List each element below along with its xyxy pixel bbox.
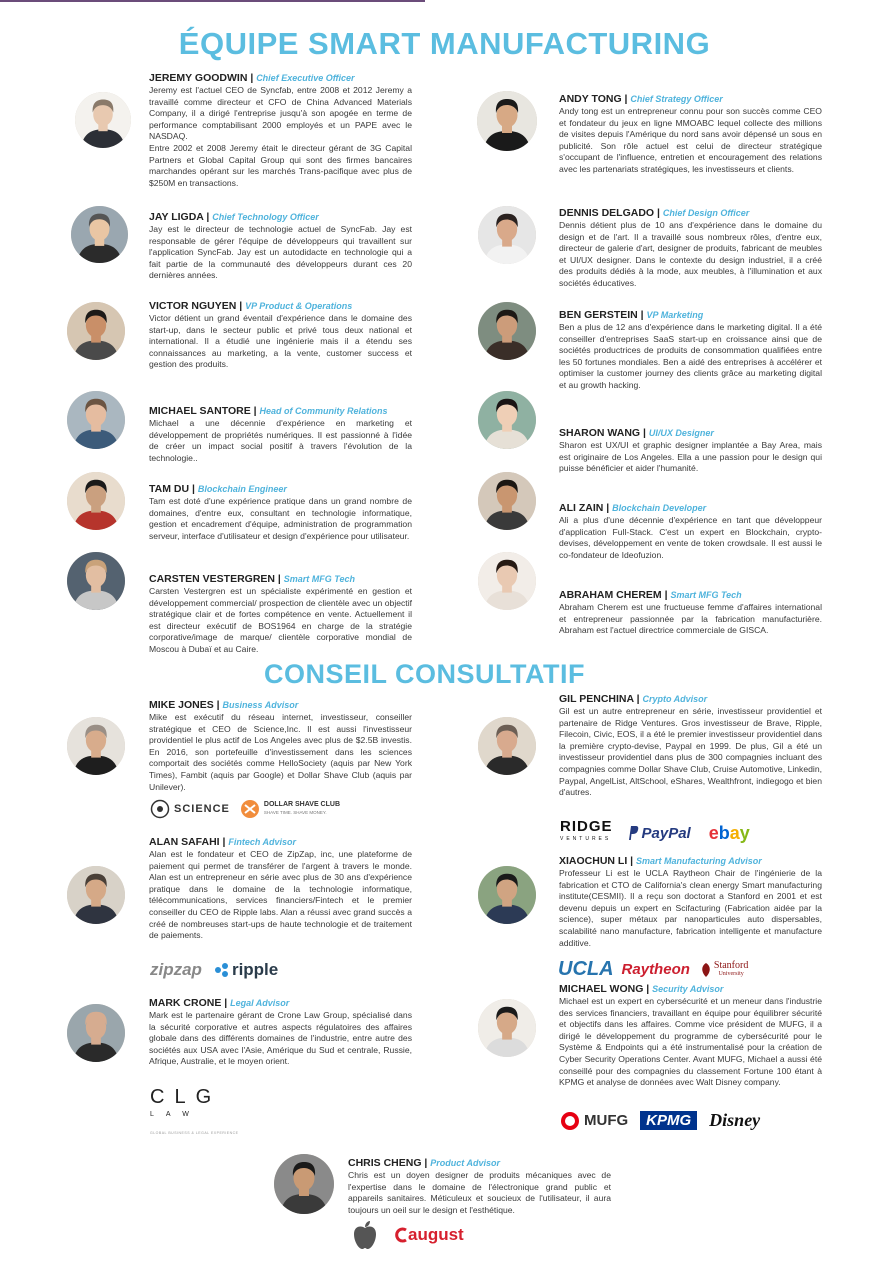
member-bio — [559, 440, 822, 475]
raytheon-logo: Raytheon — [621, 961, 690, 978]
member-bio — [559, 220, 822, 290]
member-role: Blockchain Developer — [612, 503, 707, 513]
bio-paragraph: Ben a plus de 12 ans d'expérience dans le marketing digital. Il a été conseiller d'entreprises SaaS start-up en croissance ainsi que de sociétés productrices de produits de consommation qualifiées entre les 50 fortunes mondiales. Ben a aidé des entreprises à accélérer et optimiser la customer journey des clients grâce au marketing digital et au growth hacking. — [559, 322, 822, 390]
mike-jones-logos — [150, 799, 340, 819]
bio-paragraph: Victor détient un grand éventail d'expérience dans le domaine des start-up, dans le secteur public et privé tous deux national et international. Il a étudié une ingénierie mais il a étendu ses connaissances au marketing, a la vente, customer success et gestion des produits. — [149, 313, 412, 370]
bio-paragraph: Mark est le partenaire gérant de Crone Law Group, spécialisé dans la sécurité corporative et autres aspects régulatoires des affaires globale dans des différents domaines de l'industrie, entre autre des sociétés aux USA avec l'Asie, Amérique du Sud et centrale, Russie, Afrique, Australie, et le moyen orient. — [149, 1010, 412, 1067]
member-bio — [348, 1170, 611, 1216]
member-bio — [149, 224, 412, 282]
member-role: Chief Technology Officer — [212, 212, 319, 222]
member-role: Blockchain Engineer — [197, 484, 287, 494]
member-bio — [149, 496, 412, 542]
member-bio — [149, 586, 412, 656]
member-bio — [559, 602, 822, 637]
avatar — [478, 206, 536, 264]
avatar — [478, 552, 536, 610]
avatar — [67, 472, 125, 530]
separator: | — [627, 855, 637, 867]
avatar — [67, 391, 125, 449]
member-name: JAY LIGDA — [149, 211, 204, 223]
member-heading — [149, 836, 412, 849]
member-bio — [559, 515, 822, 561]
kpmg-logo: KPMG — [640, 1111, 697, 1130]
member-name: DENNIS DELGADO — [559, 207, 655, 219]
member-text — [149, 699, 412, 793]
team-section-title: ÉQUIPE SMART MANUFACTURING — [178, 26, 711, 61]
member-bio — [559, 706, 822, 799]
member-text — [559, 855, 822, 949]
dollar-shave-club-logo: DOLLAR SHAVE CLUB SHAVE TIME. SHAVE MONEY. — [240, 799, 340, 819]
apple-icon — [352, 1220, 378, 1250]
member-bio — [559, 868, 822, 949]
bio-paragraph: Abraham Cherem est une fructueuse femme d'affaires international et entrepreneur passionnée par la fabrication manufacturière. Abraham est l'actuel directrice commerciale de GISCA. — [559, 602, 822, 636]
member-bio — [149, 85, 412, 189]
avatar — [478, 717, 536, 775]
avatar — [67, 1004, 125, 1062]
member-name: GIL PENCHINA — [559, 693, 634, 705]
member-heading — [149, 211, 412, 224]
member-name: ALI ZAIN — [559, 502, 604, 514]
member-name: MICHAEL WONG — [559, 983, 644, 995]
member-heading — [149, 300, 412, 313]
bio-paragraph: Chris est un doyen designer de produits mécaniques avec de l'expertise dans le domaine de l'électronique grand public et appareils sanitaires. Méticuleux et soucieux de l'utilisateur, il aura toujours un oeil sur le design et l'esthétique. — [348, 1170, 611, 1215]
chris-cheng-logos — [352, 1220, 464, 1250]
mufg-icon — [560, 1111, 580, 1131]
bio-paragraph: Gil est un autre entrepreneur en série, investisseur providentiel et partenaire de Ridge Ventures. Gros investisseur de Brave, Ripple, Filecoin, Civic, EOS, il a été le premier investisseur providentiel dans la première crypto-devise, Paypal en 1999. De plus, Gil a été un investisseur providentiel dans plus de 300 compagnies incluant des compagnies comme Dollar Shave Club, Cruise Automotive, Linkedin, Paypal, AngelList, AltSchool, eShares, Wealthfront, indiegogo et bien d'autres. — [559, 706, 822, 798]
separator: | — [603, 502, 613, 514]
member-role: Chief Design Officer — [662, 208, 750, 218]
bio-paragraph: Alan est le fondateur et CEO de ZipZap, inc, une plateforme de paiement qui permet de transférer de l'argent à travers le monde. Alan est un entrepreneur en série avec plus de 30 ans d'expérience pratique dans le domaine de la technologie informatique, télécommunications, services financiers/Fintech et le premier conseiller du CEO de Ripple labs. Alan a réussi avec grand succès a créé de nombreuses start-ups de haute technologie et de traitement de paiements. — [149, 849, 412, 941]
bio-paragraph: Andy tong est un entrepreneur connu pour son succès comme CEO et fondateur du jeux en ligne MMOABC lequel collecte des millions de visites depuis l'Amérique du nord sans avoir dépensé un sous en publicité. Son rôle actuel est celui de directeur stratégique s'occupant de l'influence, entretien et encouragement des relations avec les partenariats stratégiques, les investisseurs et clients. — [559, 106, 822, 174]
member-text — [348, 1157, 611, 1216]
member-name: CHRIS CHENG — [348, 1157, 422, 1169]
member-text — [149, 405, 412, 464]
separator: | — [654, 207, 663, 219]
member-role: Product Advisor — [430, 1158, 500, 1168]
avatar — [67, 302, 125, 360]
member-text — [559, 589, 822, 637]
separator: | — [421, 1157, 431, 1169]
member-heading — [559, 693, 822, 706]
bio-paragraph: Entre 2002 et 2008 Jeremy était le directeur gérant de 3G Capital Partners et Global Capital Group qui sont des firmes bancaires marchandes opérant sur les marchés Trans-pacifique avec plus de $250M en transactions. — [149, 142, 412, 188]
member-heading — [559, 983, 822, 996]
michael-wong-logos — [560, 1110, 760, 1131]
bio-paragraph: Tam est doté d'une expérience pratique dans un grand nombre de domaines, d'entre eux, consultant en technologie informatique, gestion et encadrement d'équipe, administration de programmation serveur, interface d'utilisateur et design d'expérience pour utilisateur. — [149, 496, 412, 541]
member-name: CARSTEN VESTERGREN — [149, 573, 276, 585]
avatar — [478, 302, 536, 360]
avatar — [67, 717, 125, 775]
member-name: SHARON WANG — [559, 427, 641, 439]
member-role: Chief Executive Officer — [256, 73, 355, 83]
member-bio — [559, 106, 822, 176]
separator: | — [247, 72, 257, 84]
member-name: TAM DU — [149, 483, 190, 495]
member-text — [149, 211, 412, 282]
separator: | — [275, 573, 284, 585]
member-heading — [348, 1157, 611, 1170]
ripple-logo: ripple — [214, 960, 278, 980]
member-heading — [559, 309, 822, 322]
separator: | — [221, 997, 231, 1009]
ucla-logo: UCLA — [558, 958, 614, 980]
separator: | — [643, 983, 653, 995]
member-name: ABRAHAM CHEREM — [559, 589, 662, 601]
razor-icon — [240, 799, 260, 819]
member-heading — [559, 855, 822, 868]
avatar — [274, 1154, 334, 1214]
bio-paragraph: Ali a plus d'une décennie d'expérience en tant que développeur d'application Full-Stack. C'est un expert en Blockchain, crypto-devises, développement en vente de token crowdsale. Il est aussi le co-fondateur de Ideofuzion. — [559, 515, 822, 560]
separator: | — [203, 211, 213, 223]
avatar — [478, 866, 536, 924]
member-bio — [149, 849, 412, 942]
member-name: MIKE JONES — [149, 699, 214, 711]
bio-paragraph: Mike est exécutif du réseau internet, investisseur, conseiller stratégique et CEO de Science,Inc. Il est aussi l'investisseur providentiel le plus actif de Los Angeles avec plus de $2.5B investis. En 2016, son portefeuille d'investissement dans les sciences comportait des sociétés comme HelloSociety (aquis par New York Times), Fambit (aquis par Google) et Dollar Shave Club (aquis par Unilever). — [149, 712, 412, 792]
separator: | — [640, 427, 649, 439]
ebay-logo: ebay — [708, 822, 750, 843]
avatar — [478, 391, 536, 449]
member-role: Smart MFG Tech — [283, 574, 355, 584]
bio-paragraph: Carsten Vestergren est un spécialiste expérimenté en gestion et développement commercial/ prospection de clientèle avec un objectif stratégique clair et de fortes compétence en vente. Actuellement il est directeur exécutif de BOS1964 en charge de la stratégie corporative/image de marque/ clientèle corporative mondial de Moscou à Dubaï et au Caire. — [149, 586, 412, 654]
mufg-logo: MUFG — [560, 1111, 628, 1131]
apple-logo — [352, 1220, 378, 1250]
avatar — [477, 91, 537, 151]
member-bio — [559, 322, 822, 392]
member-role: Crypto Advisor — [642, 694, 708, 704]
avatar — [67, 866, 125, 924]
member-role: Head of Community Relations — [259, 406, 388, 416]
member-role: UI/UX Designer — [648, 428, 714, 438]
member-role: Fintech Advisor — [228, 837, 297, 847]
bio-paragraph: Jeremy est l'actuel CEO de Syncfab, entre 2008 et 2012 Jeremy a travaillé comme directeur et CFO de China Advanced Materials Company, il a dirigé l'entreprise jusqu'à son apogée en terme de performance comptabilisant 2000 employés et un PAPE avec le NASDAQ. — [149, 85, 412, 142]
member-heading — [149, 72, 412, 85]
bio-paragraph: Michael est un expert en cybersécurité et un meneur dans l'industrie des services financiers, travaillant en équipe pour équilibrer sécurité et objectifs dans les affaires. Comme vice président de MUFG, il a dirigé le développement du programme de cybersécurité pour le Système & Endpoints qui a été instrumentalisé pour la création de Cyber Security Operations Center. Avant MUFG, Michael a aussi été conseillé pour des compagnies du classement Fortune 100 étant à KPMG et analyse de données avec Walt Disney company. — [559, 996, 822, 1088]
member-text — [149, 300, 412, 371]
member-name: ALAN SAFAHI — [149, 836, 220, 848]
member-role: VP Product & Operations — [245, 301, 353, 311]
august-logo: august — [394, 1225, 464, 1245]
member-name: XIAOCHUN LI — [559, 855, 628, 867]
member-text — [149, 483, 412, 542]
member-text — [149, 72, 412, 189]
separator: | — [236, 300, 246, 312]
top-rule — [0, 0, 425, 2]
member-text — [559, 427, 822, 475]
avatar — [67, 552, 125, 610]
member-text — [149, 997, 412, 1068]
ridge-ventures-logo: RIDGE VENTURES — [560, 818, 613, 842]
member-heading — [149, 405, 412, 418]
member-heading — [559, 589, 822, 602]
member-heading — [149, 483, 412, 496]
separator: | — [637, 309, 647, 321]
member-name: BEN GERSTEIN — [559, 309, 638, 321]
avatar — [478, 999, 536, 1057]
disney-logo: Disney — [709, 1110, 761, 1130]
separator: | — [633, 693, 643, 705]
paypal-logo: PayPal — [627, 825, 691, 842]
member-text — [559, 93, 822, 176]
science-logo: SCIENCE — [150, 799, 230, 819]
member-bio — [149, 313, 412, 371]
bio-paragraph: Michael a une décennie d'expérience en marketing et développement de propriétés numériques. Il est passionné à l'idée de créer un impact social positif à travers l'évolution de la technologie.. — [149, 418, 412, 463]
member-role: Legal Advisor — [230, 998, 290, 1008]
ripple-icon — [214, 962, 230, 978]
advisory-board-title: CONSEIL CONSULTATIF — [264, 659, 585, 689]
member-name: JEREMY GOODWIN — [149, 72, 248, 84]
member-heading — [149, 997, 412, 1010]
member-bio — [149, 418, 412, 464]
member-role: Smart MFG Tech — [670, 590, 742, 600]
member-text — [149, 573, 412, 656]
member-heading — [559, 93, 822, 106]
separator: | — [219, 836, 229, 848]
separator: | — [661, 589, 671, 601]
member-role: VP Marketing — [646, 310, 704, 320]
bio-paragraph: Professeur Li est le UCLA Raytheon Chair de l'ingénierie de la fabrication et CTO de California's clean energy Smart manufacturing institute(CESMII). Il a reçu son doctorat a Stanford en 2001 et est devenu depuis un expert en Scifacturing (Fabrication aidée par la science), super métaux par nanoparticules auto dispersables, scalabilité nano manufacture, fabrication intelligente et manufacture additive. — [559, 868, 822, 948]
member-role: Business Advisor — [222, 700, 299, 710]
gil-penchina-logos — [560, 818, 750, 845]
avatar — [71, 206, 128, 263]
separator: | — [621, 93, 631, 105]
member-bio — [149, 1010, 412, 1068]
separator: | — [213, 699, 223, 711]
member-heading — [149, 573, 412, 586]
avatar — [478, 472, 536, 530]
member-text — [149, 836, 412, 942]
member-heading — [149, 699, 412, 712]
member-text — [559, 309, 822, 392]
separator: | — [189, 483, 198, 495]
paypal-icon — [627, 825, 639, 841]
member-role: Chief Strategy Officer — [630, 94, 723, 104]
alan-safahi-logos — [150, 960, 278, 980]
member-heading — [559, 502, 822, 515]
zipzap-logo: zipzap — [150, 960, 202, 979]
stanford-tree-icon — [700, 962, 712, 978]
member-heading — [559, 427, 822, 440]
member-bio — [149, 712, 412, 793]
avatar — [75, 92, 131, 148]
member-name: VICTOR NGUYEN — [149, 300, 237, 312]
stanford-logo: Stanford University — [700, 961, 748, 979]
bio-paragraph: Jay est le directeur de technologie actuel de SyncFab. Jay est responsable de gérer l'équipe de développeurs qui travaillent sur l'application SyncFab. Jay est un autodidacte en technologie qui a fait partie de la communauté des développeurs durant ces 20 dernières années. — [149, 224, 412, 281]
crone-law-logo: CLG LAW GLOBAL BUSINESS & LEGAL EXPERIENCE — [150, 1086, 239, 1135]
xiaochun-li-logos — [558, 958, 748, 981]
member-role: Security Advisor — [652, 984, 724, 994]
member-bio — [559, 996, 822, 1089]
member-name: MICHAEL SANTORE — [149, 405, 251, 417]
member-role: Smart Manufacturing Advisor — [636, 856, 762, 866]
science-icon — [150, 799, 170, 819]
separator: | — [250, 405, 260, 417]
member-text — [559, 693, 822, 799]
member-text — [559, 207, 822, 290]
member-text — [559, 983, 822, 1089]
august-icon — [394, 1226, 408, 1244]
member-text — [559, 502, 822, 561]
member-name: ANDY TONG — [559, 93, 622, 105]
bio-paragraph: Sharon est UX/UI et graphic designer implantée a Bay Area, mais est originaire de Los Angeles. Ella a une passion pour le design qui puisse bénéficier et aider l'humanité. — [559, 440, 822, 474]
bio-paragraph: Dennis détient plus de 10 ans d'expérience dans le domaine du design et de l'art. Il a travaillé sous nombreux rôles, d'entre eux, directeur de galerie d'art, designer de produits, fabricant de meubles et UI/UX designer. Dans le contexte du design industriel, il a créé des produits dédiés à la mode, aux meubles, à l'illumination et aux sociétés éducatives. — [559, 220, 822, 288]
member-name: MARK CRONE — [149, 997, 222, 1009]
member-heading — [559, 207, 822, 220]
